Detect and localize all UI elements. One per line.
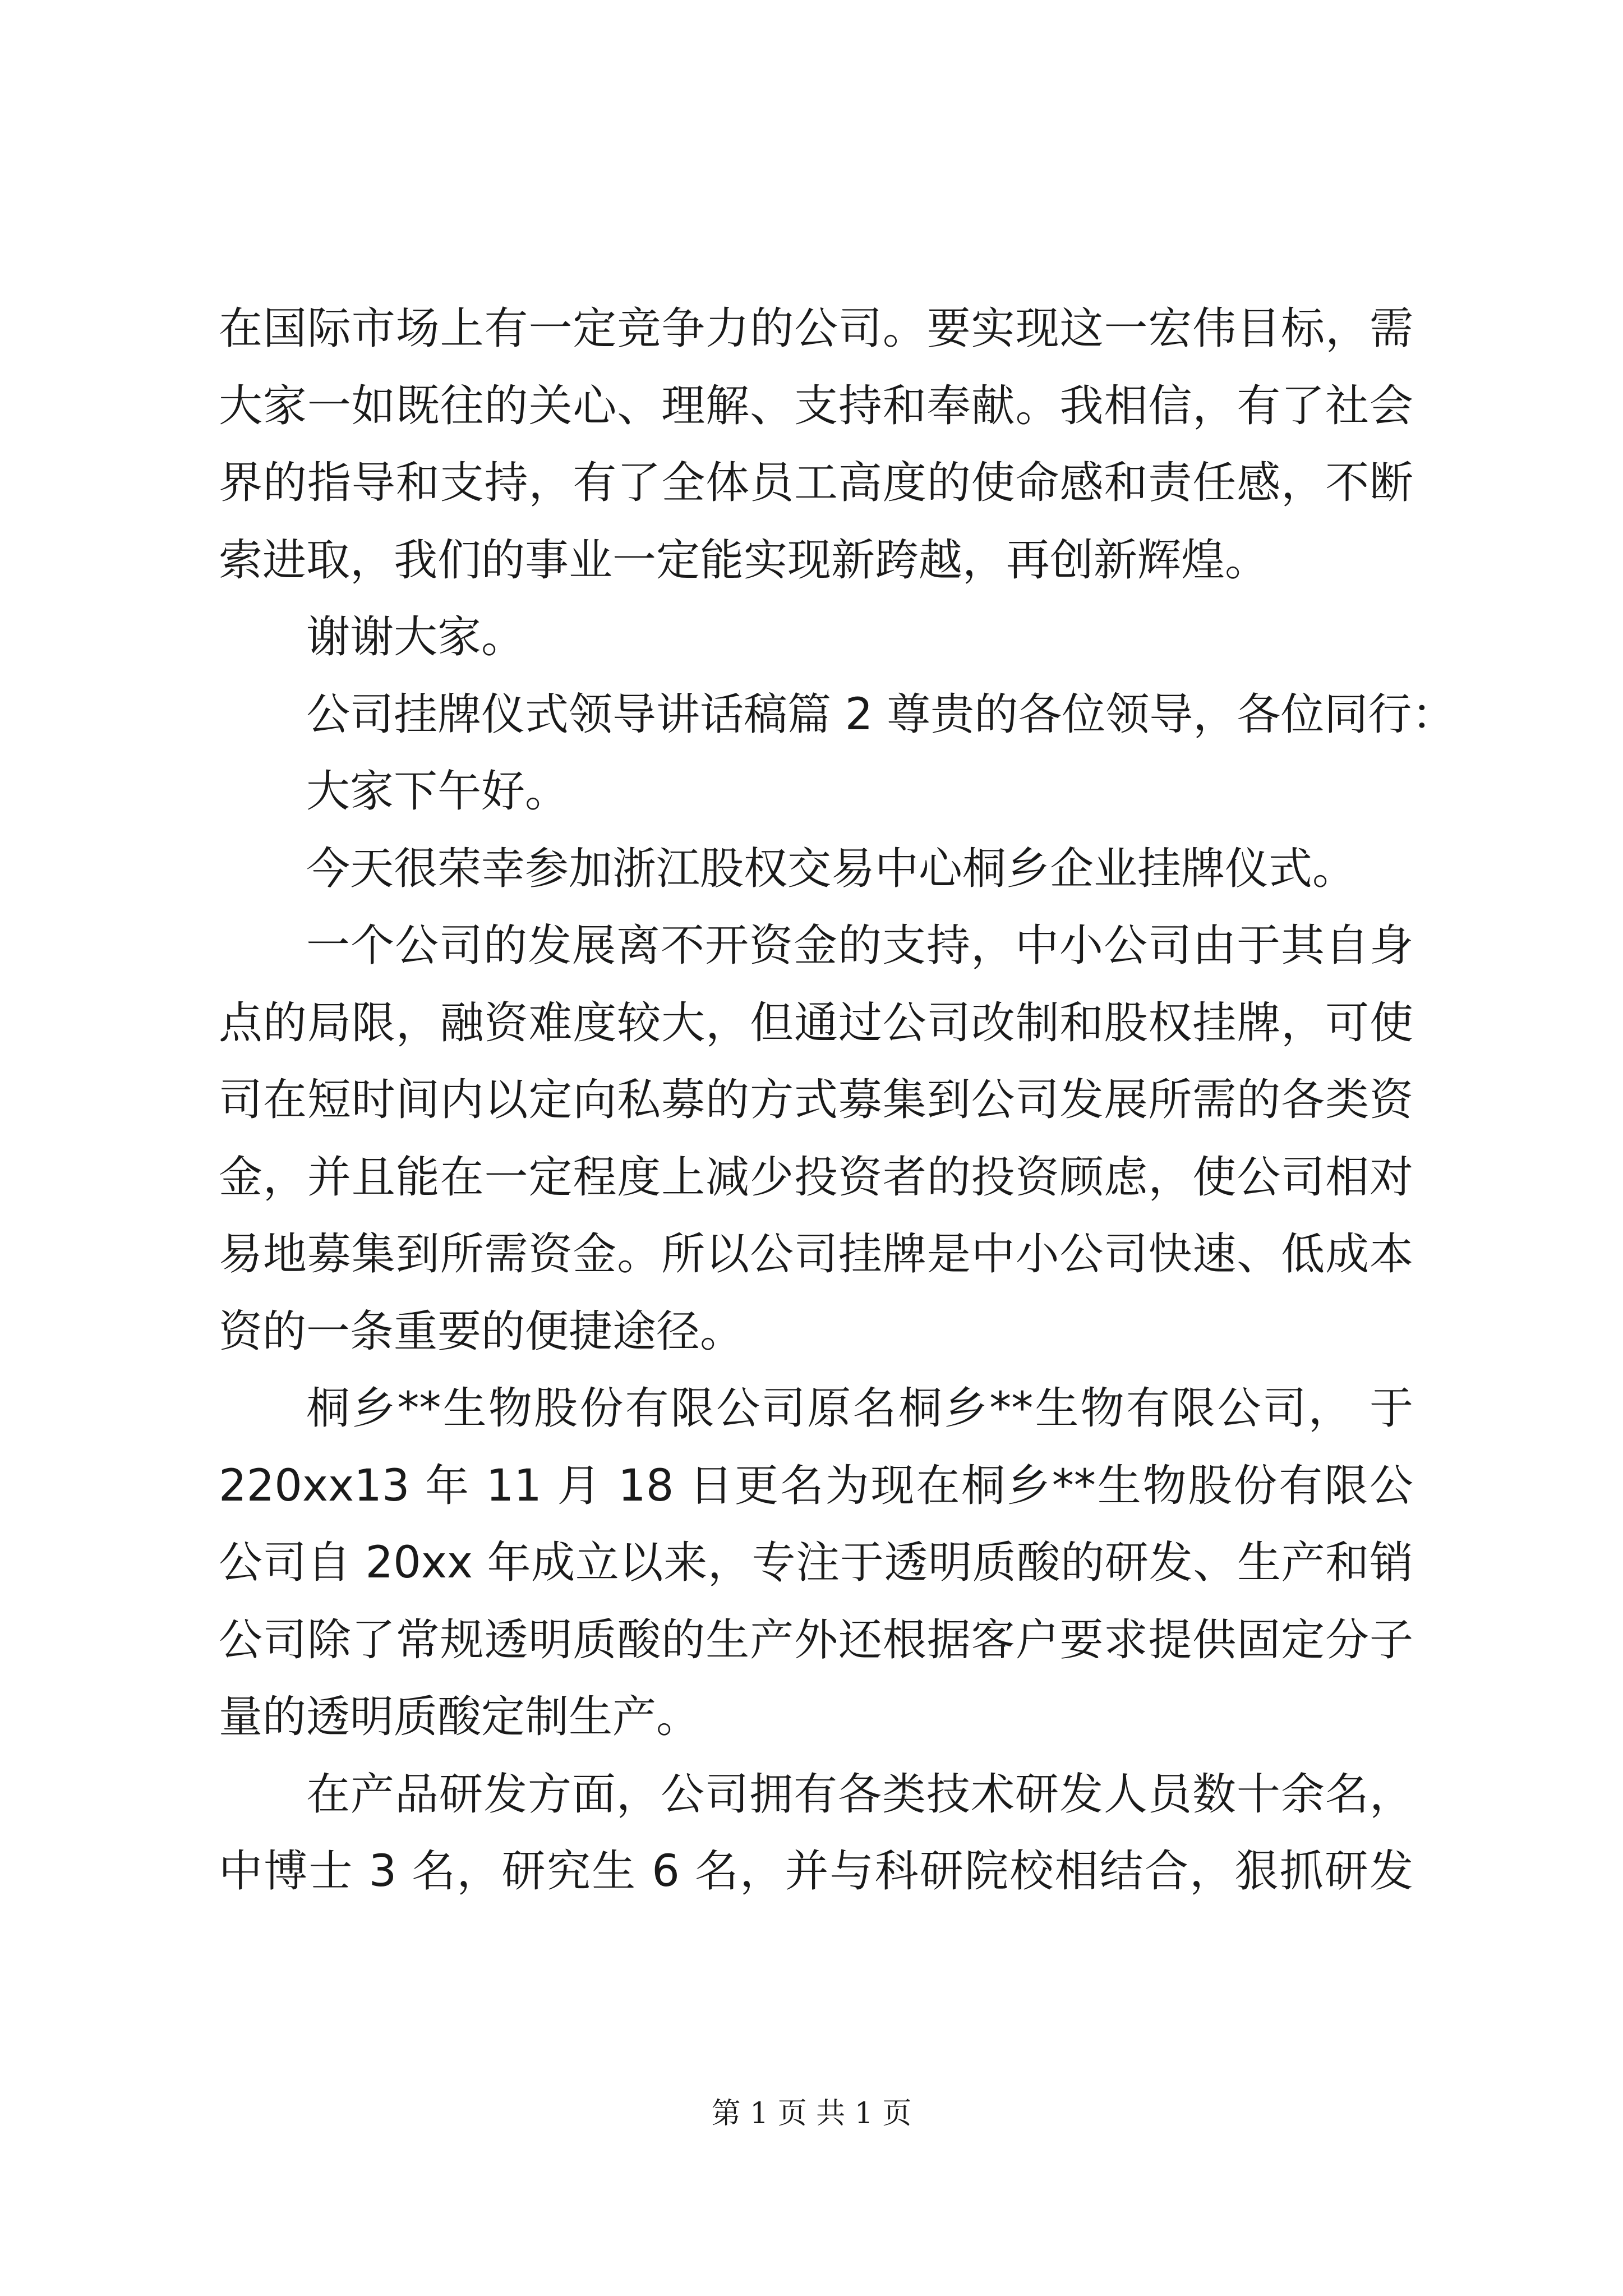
text-line: 桐乡**生物股份有限公司原名桐乡**生物有限公司， 于: [306, 1383, 1413, 1434]
document-body: [219, 291, 1456, 1911]
text-line: 界的指导和支持，有了全体员工高度的使命感和责任感，不断: [219, 458, 1413, 508]
text-line: 量的透明质酸定制生产。: [219, 1692, 700, 1742]
text-line: 公司自 20xx 年成立以来，专注于透明质酸的研发、生产和销: [219, 1538, 1413, 1588]
text-line: 中博士 3 名，研究生 6 名，并与科研院校相结合，狠抓研发: [219, 1846, 1413, 1897]
text-line: 索进取，我们的事业一定能实现新跨越，再创新辉煌。: [219, 535, 1269, 586]
text-line: 公司除了常规透明质酸的生产外还根据客户要求提供固定分子: [219, 1614, 1413, 1665]
text-line: 点的局限，融资难度较大，但通过公司改制和股权挂牌，可使: [219, 997, 1413, 1048]
text-line: 在国际市场上有一定竞争力的公司。要实现这一宏伟目标，需: [219, 303, 1413, 354]
text-line: 在产品研发方面，公司拥有各类技术研发人员数十余名，: [306, 1769, 1413, 1820]
text-line: 一个公司的发展离不开资金的支持，中小公司由于其自身: [306, 921, 1413, 971]
page-footer: 第 1 页 共 1 页: [711, 2097, 912, 2131]
text-line: 谢谢大家。: [306, 612, 525, 662]
text-line: 司在短时间内以定向私募的方式募集到公司发展所需的各类资: [219, 1075, 1413, 1125]
text-line: 220xx13 年 11 月 18 日更名为现在桐乡**生物股份有限公: [219, 1460, 1413, 1511]
text-line: 今天很荣幸参加浙江股权交易中心桐乡企业挂牌仪式。: [306, 843, 1357, 894]
text-line: 资的一条重要的便捷途径。: [219, 1306, 744, 1357]
text-line: 公司挂牌仪式领导讲话稿篇 2 尊贵的各位领导，各位同行：: [306, 689, 1456, 740]
text-line: 易地募集到所需资金。所以公司挂牌是中小公司快速、低成本: [219, 1229, 1413, 1280]
text-line: 金，并且能在一定程度上减少投资者的投资顾虑，使公司相对: [219, 1152, 1413, 1203]
text-line: 大家下午好。: [306, 766, 569, 817]
text-line: 大家一如既往的关心、理解、支持和奉献。我相信，有了社会: [219, 380, 1413, 431]
